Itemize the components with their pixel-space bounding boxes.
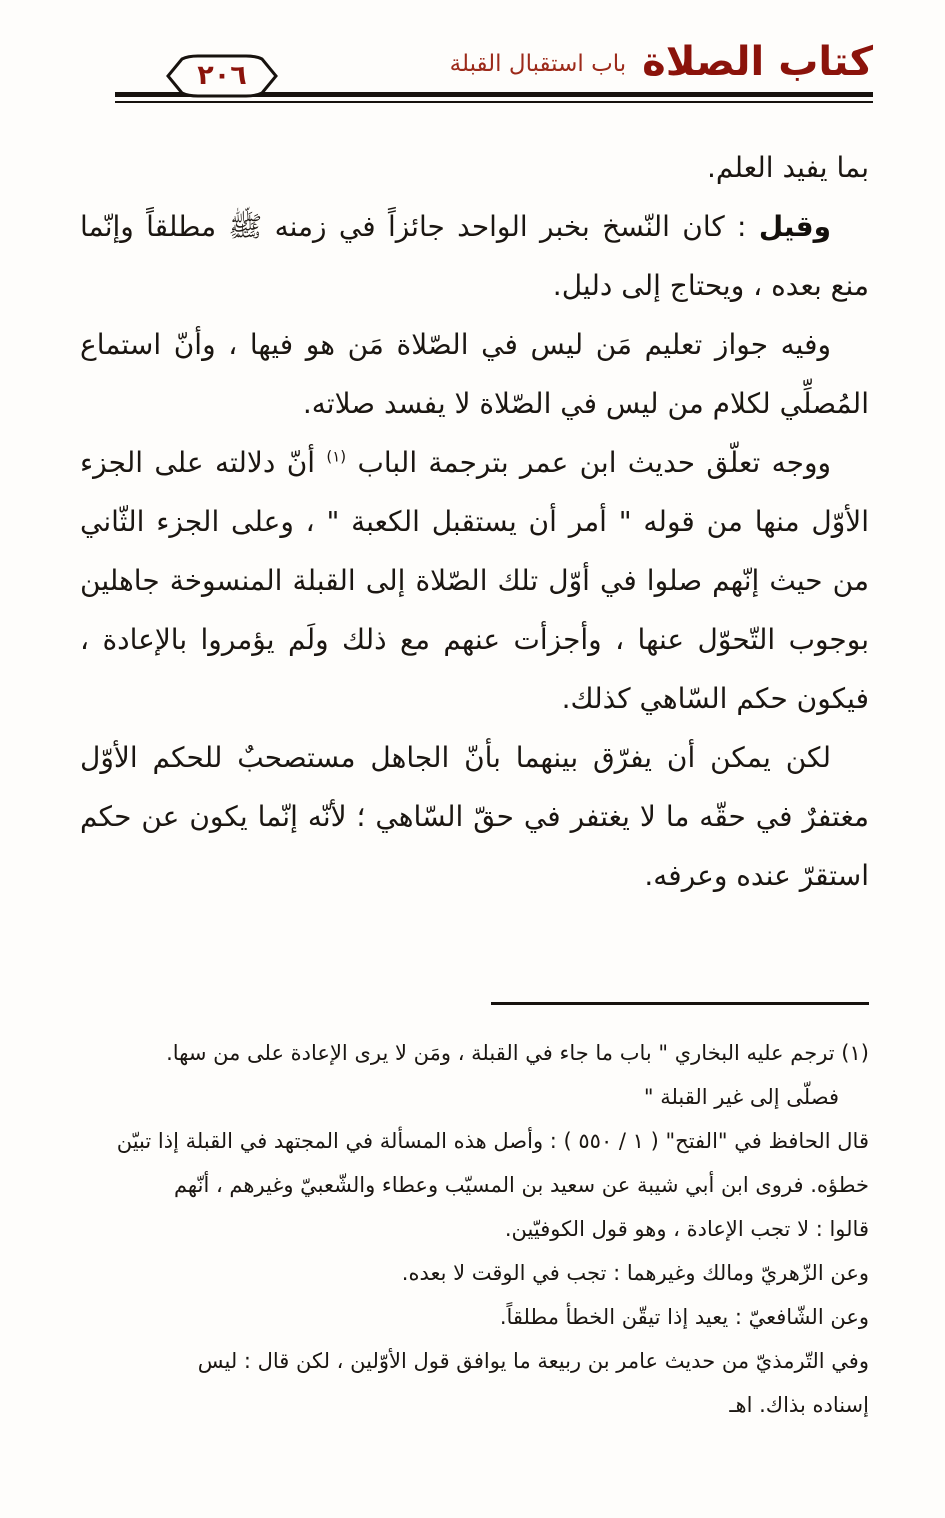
paragraph-4-text-after: أنّ دلالته على الجزء الأوّل منها من قوله " أمر أن يستقبل الكعبة " ، وعلى الجزء الثّاني من حيث إنّهم صلوا في أوّل تلك الصّلاة إلى القبلة المنسوخة جاهلين بوجوب التّحوّل عنها ، وأجزأت عنهم مع ذلك ولَم يؤمروا بالإعادة ، فيكون حكم السّاهي كذلك. [80,446,869,715]
page-header [0,0,945,125]
header-titles [450,40,873,84]
paragraph-2-lead-word: وقيل [758,210,831,243]
footnote-line: وعن الشّافعيّ : يعيد إذا تيقّن الخطأ مطلقاً. [499,1305,869,1329]
paragraph-2-text: : كان النّسخ بخبر الواحد جائزاً في زمنه ﷺ مطلقاً وإنّما منع بعده ، ويحتاج إلى دليل. [80,210,869,302]
paragraph-3-text: وفيه جواز تعليم مَن ليس في الصّلاة مَن هو فيها ، وأنّ استماع المُصلِّي لكلام من ليس في الصّلاة لا يفسد صلاته. [80,328,869,420]
footnote-marker: (١) [326,447,347,466]
chapter-title: باب استقبال القبلة [449,51,627,77]
footnote-line: وفي التّرمذيّ من حديث عامر بن ربيعة ما يوافق قول الأوّلين ، لكن قال : ليس [197,1349,869,1373]
footnote-line: قال الحافظ في "الفتح" ( ١ / ٥٥٠ ) : وأصل هذه المسألة في المجتهد في القبلة إذا تبيّن [116,1129,869,1153]
footnote-line: (١) ترجم عليه البخاري " باب ما جاء في القبلة ، ومَن لا يرى الإعادة على من سها. [166,1041,869,1065]
footnote-line: قالوا : لا تجب الإعادة ، وهو قول الكوفيّين. [504,1217,869,1241]
paragraph-1 [80,138,869,197]
paragraph-5 [80,728,869,905]
footnote-line: وعن الزّهريّ ومالك وغيرهما : تجب في الوقت لا بعده. [401,1261,869,1285]
paragraph-2 [80,197,869,315]
footnote-line: إسناده بذاك. اهـ [729,1393,869,1417]
paragraph-3 [80,315,869,433]
page-number: ٢٠٦ [197,59,247,91]
paragraph-4 [80,433,869,728]
paragraph-5-text: لكن يمكن أن يفرّق بينهما بأنّ الجاهل مستصحبٌ للحكم الأوّل مغتفرٌ في حقّه ما لا يغتفر في حقّ السّاهي ؛ لأنّه إنّما يكون عن حكم استقرّ عنده وعرفه. [80,741,869,892]
book-title: كتاب الصلاة [642,39,873,85]
main-text [80,138,869,905]
footnotes-section [80,1002,869,1427]
footnote-line: فصلّى إلى غير القبلة " [643,1085,839,1109]
footnote-separator [491,1002,869,1005]
paragraph-1-text: بما يفيد العلم. [706,151,869,184]
page-number-box [164,52,280,102]
paragraph-4-text-before: ووجه تعلّق حديث ابن عمر بترجمة الباب [346,446,832,479]
footnote-line: خطؤه. فروى ابن أبي شيبة عن سعيد بن المسيّب وعطاء والشّعبيّ وغيرهم ، أنّهم [173,1173,869,1197]
